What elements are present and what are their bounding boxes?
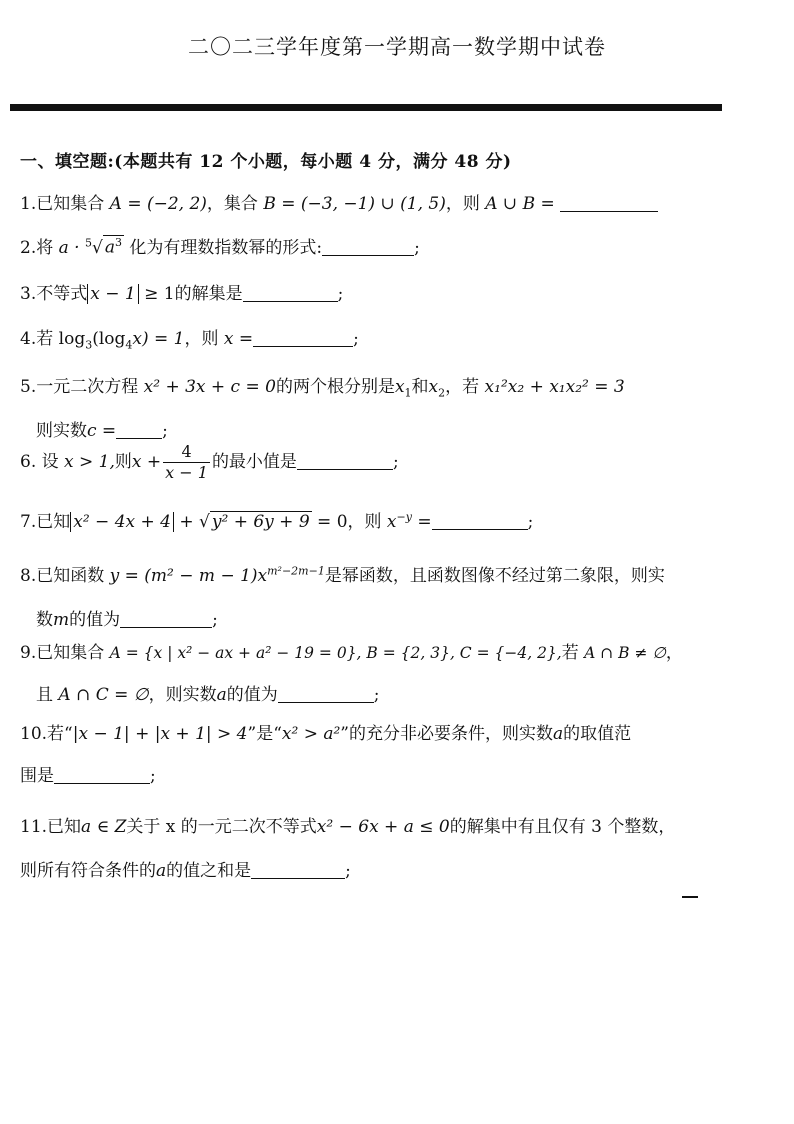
question-text: ，则: [184, 329, 219, 349]
radical-content: y² + 6y + 9: [211, 512, 310, 532]
answer-blank[interactable]: [432, 512, 528, 530]
question-number: 9.: [20, 643, 37, 663]
question-text: 的两个根分别是: [275, 377, 395, 397]
question-10: 10.若“|x − 1| + |x + 1| > 4”是“x² > a²”的充分非必要条件，则实数a的取值范: [20, 724, 632, 744]
question-text: ，集合: [206, 194, 258, 214]
question-text: 设: [41, 452, 59, 472]
question-1: [20, 189, 658, 214]
question-text: 化为有理数指数幂的形式:: [129, 238, 323, 258]
math-expression: x₁²x₂ + x₁x₂² = 3: [484, 377, 625, 397]
question-text: ，则实数: [148, 685, 217, 705]
math-expression: c =: [87, 421, 117, 441]
question-4: 4.若 $\log_3(\log_4x) = 1$，则 x = ;: [20, 329, 359, 352]
question-text: 已知: [47, 817, 82, 837]
answer-blank[interactable]: [322, 238, 414, 256]
question-text: ，则: [347, 512, 382, 532]
header-divider: [10, 104, 722, 111]
question-text: 围是: [20, 766, 54, 786]
section-heading: 一、填空题:(本题共有 12 个小题，每小题 4 分，满分 48 分): [20, 152, 512, 172]
radical-sign: √: [199, 512, 210, 532]
math-expression: ≥ 1: [144, 284, 175, 304]
question-11-line-2: 则所有符合条件的a的值之和是 ;: [20, 861, 351, 881]
question-text: 一元二次方程: [36, 377, 139, 397]
question-text: ”的充分非必要条件，则实数: [340, 724, 553, 744]
question-text: 则所有符合条件的: [20, 861, 156, 881]
question-text: 的值为: [69, 610, 121, 630]
question-text: 已知: [36, 512, 71, 532]
answer-blank[interactable]: [54, 766, 150, 784]
question-text: 的取值范: [563, 724, 632, 744]
question-text: 已知集合: [36, 194, 105, 214]
math-expression: x² − 6x + a ≤ 0: [316, 817, 450, 837]
question-10-line-2: 围是 ;: [20, 766, 156, 786]
answer-blank[interactable]: [253, 329, 353, 347]
answer-blank[interactable]: [120, 610, 212, 628]
question-text: 数: [36, 610, 53, 630]
math-expression: y = (m² − m − 1)x: [109, 566, 268, 586]
question-text: 关于 x 的一元二次不等式: [126, 817, 317, 837]
question-5: 5.一元二次方程 x² + 3x + c = 0的两个根分别是$x_1$和$x_2$，若 x₁²x₂ + x₁x₂² = 3: [20, 377, 625, 400]
math-expression: A = {x | x² − ax + a² − 19 = 0}, B = {2, 3}, C = {−4, 2},: [109, 644, 562, 662]
question-text: 若“: [47, 724, 73, 744]
page-title: 二〇二三学年度第一学期高一数学期中试卷: [188, 35, 606, 59]
question-5-line-2: 则实数c = ;: [36, 421, 168, 441]
math-expression: = 0: [317, 512, 348, 532]
question-8: 8.已知函数 $y = (m^2 - m - 1)x^{m^2-2m-1}$是幂函数，且函数图像不经过第二象限，则实: [20, 564, 665, 586]
math-expression: a ·: [58, 238, 80, 258]
answer-blank[interactable]: [243, 284, 338, 302]
answer-blank[interactable]: [278, 685, 374, 703]
question-11: [20, 812, 675, 837]
question-text: 的最小值是: [211, 452, 297, 472]
question-text: 若: [561, 643, 579, 663]
question-text: 已知函数: [36, 566, 105, 586]
radical-content: $a^3$: [104, 236, 122, 258]
page-dash-mark: [682, 896, 698, 898]
question-9: 9.已知集合 A = {x | x² − ax + a² − 19 = 0}, B = {2, 3}, C = {−4, 2},若 A ∩ B ≠ ∅，: [20, 643, 683, 663]
question-text: 的值之和是: [166, 861, 252, 881]
question-8-line-2: 数m的值为 ;: [36, 610, 218, 630]
question-text: ，则: [445, 194, 480, 214]
question-number: 8.: [20, 566, 37, 586]
question-text: 不等式: [36, 284, 88, 304]
math-expression: x² − 4x + 4: [70, 512, 174, 532]
math-expression: x +: [131, 452, 162, 472]
math-expression: A = (−2, 2): [109, 194, 207, 214]
root-index: 5: [85, 236, 92, 250]
math-expression: a ∈ Z: [81, 817, 127, 837]
math-expression: $\log_3(\log_4x) = 1$: [58, 329, 185, 352]
question-2: 2.将 a · $^5$√ $a^3$ 化为有理数指数幂的形式: ;: [20, 236, 420, 258]
question-7: 7.已知 x² − 4x + 4 + √ y² + 6y + 9 = 0，则 $x^{-y}$ = ;: [20, 510, 534, 532]
question-number: 10.: [20, 724, 48, 744]
question-text: 将: [36, 238, 54, 258]
question-number: 5.: [20, 377, 37, 397]
math-expression: x² > a²: [281, 724, 341, 744]
math-expression: A ∪ B =: [485, 194, 555, 214]
math-expression: A ∩ C = ∅: [58, 685, 149, 705]
question-number: 6.: [20, 452, 37, 472]
question-number: 4.: [20, 329, 37, 349]
question-text: 则实数: [36, 421, 87, 441]
math-expression: |x − 1| + |x + 1| > 4: [72, 724, 248, 744]
math-expression: x − 1: [87, 284, 138, 304]
question-number: 3.: [20, 284, 37, 304]
question-text: 已知集合: [36, 643, 105, 663]
math-expression: x > 1,: [64, 452, 115, 472]
math-expression: x² + 3x + c = 0: [143, 377, 276, 397]
question-number: 11.: [20, 817, 48, 837]
radical-sign: √: [92, 238, 103, 258]
question-number: 1.: [20, 194, 37, 214]
math-expression: B = (−3, −1) ∪ (1, 5): [263, 194, 446, 214]
answer-blank[interactable]: [560, 194, 658, 212]
question-number: 7.: [20, 512, 37, 532]
question-text: 若: [36, 329, 54, 349]
answer-blank[interactable]: [297, 452, 393, 470]
answer-blank[interactable]: [251, 861, 345, 879]
fraction: $\frac{4}{x - 1}$: [165, 442, 208, 482]
question-text: 且: [36, 685, 53, 705]
question-3: 3.不等式 x − 1 ≥ 1的解集是 ;: [20, 284, 344, 304]
question-text: 的解集是: [174, 284, 243, 304]
question-text: 的解集中有且仅有 3 个整数，: [449, 817, 676, 837]
math-expression: A ∩ B ≠ ∅: [584, 644, 666, 662]
question-text: 则: [114, 452, 132, 472]
question-text: 的值为: [226, 685, 278, 705]
question-number: 2.: [20, 238, 37, 258]
question-text: 是幂函数，且函数图像不经过第二象限，则实: [324, 566, 665, 586]
question-6: 6. 设 x > 1,则x + $\frac{4}{x - 1}$ 的最小值是 ;: [20, 442, 399, 482]
question-text: ”是“: [247, 724, 282, 744]
math-expression: x =: [223, 329, 254, 349]
answer-blank[interactable]: [116, 421, 162, 439]
question-9-line-2: 且 A ∩ C = ∅，则实数a的值为 ;: [36, 685, 380, 705]
